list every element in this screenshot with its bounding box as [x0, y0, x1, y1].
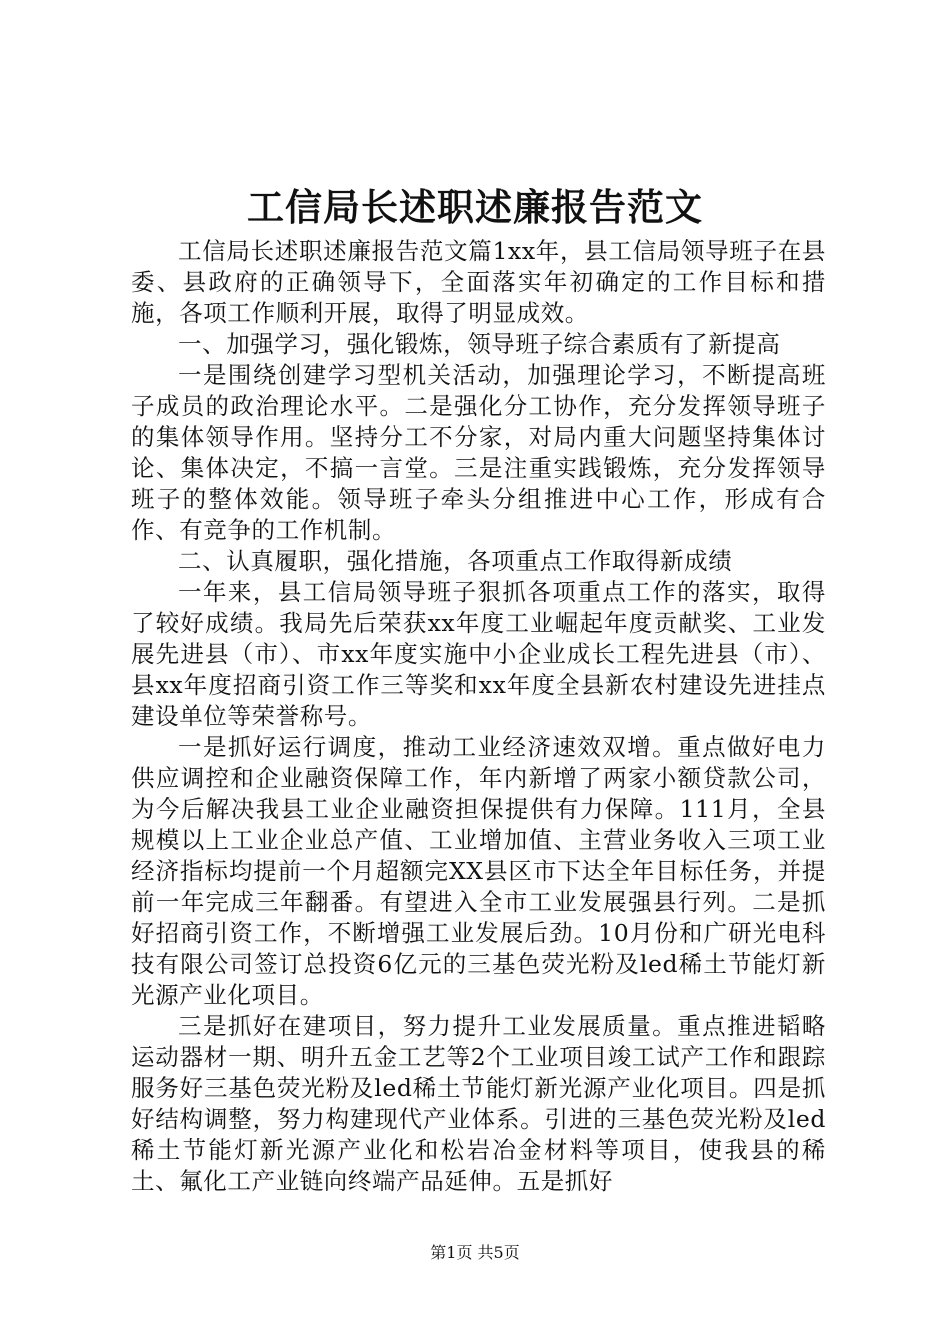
- paragraph-operations: 一是抓好运行调度，推动工业经济速效双增。重点做好电力供应调控和企业融资保障工作，年内新增了两家小额贷款公司，为今后解决我县工业企业融资担保提供有力保障。111月，全县规模以上工业企业总产值、工业增加值、主营业务收入三项工业经济指标均提前一个月超额完XX县区市下达全年目标任务，并提前一年完成三年翻番。有望进入全市工业发展强县行列。二是抓好招商引资工作，不断增强工业发展后劲。10月份和广研光电科技有限公司签订总投资6亿元的三基色荧光粉及led稀土节能灯新光源产业化项目。: [131, 733, 826, 1009]
- section-heading-1: 一、加强学习，强化锻炼，领导班子综合素质有了新提高: [178, 330, 781, 358]
- page-number: 第1页 共5页: [430, 1243, 520, 1262]
- document-title: 工信局长述职述廉报告范文: [247, 185, 703, 229]
- document-body: [131, 236, 826, 1197]
- paragraph-achievements: 一年来，县工信局领导班子狠抓各项重点工作的落实，取得了较好成绩。我局先后荣获xx年度工业崛起年度贡献奖、工业发展先进县（市）、市xx年度实施中小企业成长工程先进县（市）、县xx年度招商引资工作三等奖和xx年度全县新农村建设先进挂点建设单位等荣誉称号。: [131, 578, 826, 730]
- paragraph-study: 一是围绕创建学习型机关活动，加强理论学习，不断提高班子成员的政治理论水平。二是强化分工协作，充分发挥领导班子的集体领导作用。坚持分工不分家，对局内重大问题坚持集体讨论、集体决定，不搞一言堂。三是注重实践锻炼，充分发挥领导班子的整体效能。领导班子牵头分组推进中心工作，形成有合作、有竞争的工作机制。: [131, 361, 826, 544]
- section-heading-2: 二、认真履职，强化措施，各项重点工作取得新成绩: [178, 547, 733, 575]
- paragraph-intro: 工信局长述职述廉报告范文篇1xx年，县工信局领导班子在县委、县政府的正确领导下，全面落实年初确定的工作目标和措施，各项工作顺利开展，取得了明显成效。: [131, 237, 826, 327]
- paragraph-projects: 三是抓好在建项目，努力提升工业发展质量。重点推进韬略运动器材一期、明升五金工艺等2个工业项目竣工试产工作和跟踪服务好三基色荧光粉及led稀土节能灯新光源产业化项目。四是抓好结构调整，努力构建现代产业体系。引进的三基色荧光粉及led稀土节能灯新光源产业化和松岩冶金材料等项目，使我县的稀土、氟化工产业链向终端产品延伸。五是抓好: [131, 1012, 826, 1195]
